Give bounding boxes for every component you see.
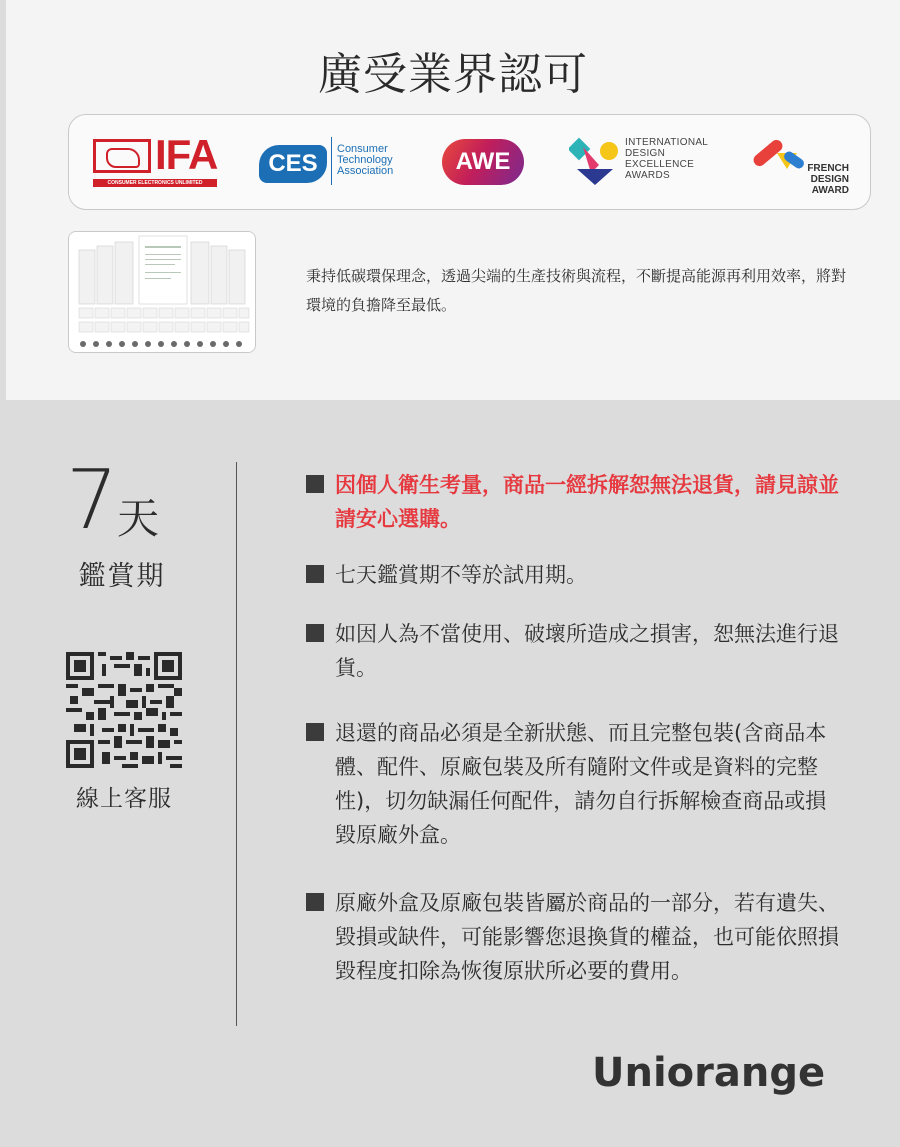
bullet-square-icon — [306, 565, 324, 583]
idea-line-4: AWARDS — [625, 170, 670, 181]
bullet-square-icon — [306, 475, 324, 493]
appreciation-period-label: 鑑賞期 — [78, 561, 166, 592]
ces-logo-divider — [331, 137, 332, 185]
appreciation-days-number: 7 — [66, 453, 119, 548]
bullet-square-icon — [306, 893, 324, 911]
idea-logo-text — [625, 137, 708, 181]
notice-item-original-box — [306, 886, 846, 988]
ifa-logo — [93, 115, 217, 211]
certificates-thumbnail — [68, 231, 256, 353]
bullet-square-icon — [306, 624, 324, 642]
ces-line-2: Technology — [337, 154, 393, 166]
idea-line-3: EXCELLENCE — [625, 159, 695, 170]
awe-logo — [442, 115, 524, 211]
ces-logo — [259, 115, 399, 211]
notice-item-hygiene — [306, 468, 846, 536]
bullet-square-icon — [306, 723, 324, 741]
notice-text: 原廠外盒及原廠包裝皆屬於商品的一部分，若有遺失、毀損或缺件，可能影響您退換貨的權益，也可能依照損毀程度扣除為恢復原狀所必要的費用。 — [335, 891, 839, 983]
idea-emblem-icon — [569, 137, 621, 187]
notice-text: 因個人衛生考量，商品一經拆解恕無法退貨，請見諒並請安心選購。 — [335, 473, 839, 531]
french-award-text — [773, 163, 849, 196]
appreciation-days-unit: 天 — [117, 494, 160, 543]
idea-logo — [569, 115, 709, 211]
ces-logo-text — [337, 144, 393, 177]
ces-line-1: Consumer — [337, 143, 388, 155]
award-logo-bar — [68, 114, 871, 210]
french-design-award-logo — [747, 115, 851, 211]
ifa-logo-text: IFA — [155, 131, 218, 178]
online-service-label: 線上客服 — [76, 786, 172, 812]
notice-item-packaging — [306, 716, 846, 852]
certification-section — [0, 0, 900, 400]
french-line-2: DESIGN AWARD — [810, 174, 849, 196]
notice-item-trial — [306, 558, 846, 592]
page-title: 廣受業界認可 — [318, 49, 588, 100]
ces-logo-badge: CES — [259, 145, 327, 183]
french-line-1: FRENCH — [807, 163, 849, 174]
certificate-documents-icon — [69, 232, 256, 353]
section-divider — [236, 462, 237, 1026]
notice-text: 退還的商品必須是全新狀態、而且完整包裝(含商品本體、配件、原廠包裝及所有隨附文件或是資料的完整性)，切勿缺漏任何配件，請勿自行拆解檢查商品或損毀原廠外盒。 — [335, 721, 827, 847]
idea-line-2: DESIGN — [625, 148, 666, 159]
brand-logo: Uniorange — [592, 1050, 826, 1096]
idea-line-1: INTERNATIONAL — [625, 137, 709, 148]
eco-philosophy-text: 秉持低碳環保理念，透過尖端的生產技術與流程，不斷提高能源再利用效率，將對環境的負擔降至最低。 — [306, 267, 847, 314]
awe-logo-badge: AWE — [442, 139, 524, 185]
ifa-logo-subtitle: CONSUMER ELECTRONICS UNLIMITED — [93, 179, 217, 187]
notice-text: 七天鑑賞期不等於試用期。 — [335, 563, 587, 587]
notice-text: 如因人為不當使用、破壞所造成之損害，恕無法進行退貨。 — [335, 622, 839, 680]
qr-code-icon[interactable] — [66, 652, 182, 768]
ces-line-3: Association — [337, 165, 394, 177]
ifa-emblem-icon — [93, 139, 151, 173]
notice-item-damage — [306, 617, 846, 685]
